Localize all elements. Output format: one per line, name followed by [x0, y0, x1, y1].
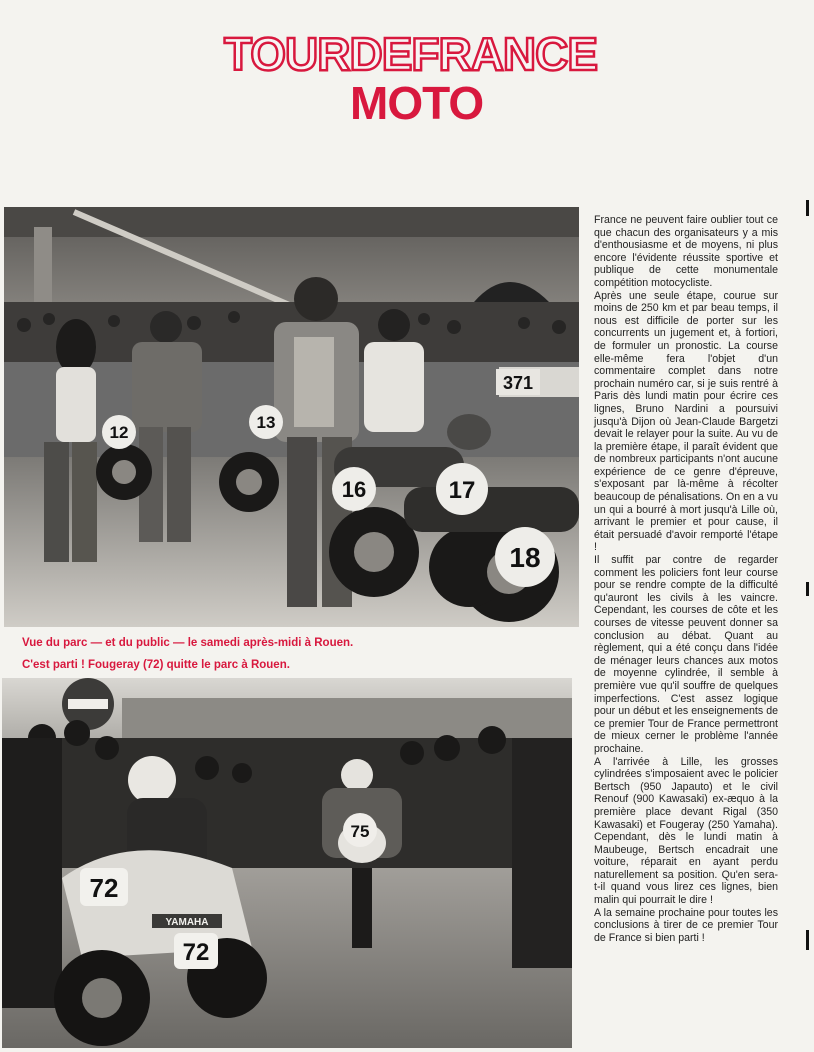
- race-plate-16: [332, 467, 376, 511]
- race-plate-371: [496, 369, 540, 395]
- edge-mark: [806, 582, 809, 596]
- article-paragraph: A la semaine prochaine pour toutes les conclusions à tirer de ce premier Tour de France si bien parti !: [594, 906, 778, 944]
- article-paragraph: Après une seule étape, courue sur moins de 250 km et par beau temps, il nous est difficile de porter sur les concurrents un jugement et, à fortiori, de formuler un pronostic. La course elle-même fera l'objet d'un commentaire complet dans notre prochain numéro car, si je suis rentré à Paris dès lundi matin pour écrire ces lignes, Bruno Nardini a poursuivi jusqu'à Dijon où Jean-Claude Bargetzi devait le relayer pour la suite. Au vu de la première étape, il paraît évident que de nombreux participants n'ont aucune expérience de ce genre d'épreuve, s'exposant par là-même à récolter beaucoup de pénalisations. On en a vu un qui a bourré à mort jusqu'à Lille où, arrivant le premier et pour cause, il était persuadé d'avoir remporté l'étape !: [594, 289, 778, 554]
- edge-mark: [806, 200, 809, 216]
- svg-text:12: 12: [109, 423, 129, 442]
- svg-text:17: 17: [448, 477, 476, 504]
- article-paragraph: Il suffit par contre de regarder comment les policiers font leur course pour se rendre compte de la difficulté qu'auront les civils à les vaincre. Cependant, les courses de côte et les courses de vitesse peuvent donner sa conclusion au débat. Quant au règlement, qui a été conçu dans l'idée de ménager leurs chances aux motos de moyenne cylindrée, il semble à première vue qu'il souffre de quelques imperfections. C'est assez logique pour un début et les enseignements de ce premier Tour de France permettront de mieux cerner le problème l'année prochaine.: [594, 554, 778, 755]
- edge-mark: [806, 930, 809, 950]
- svg-text:16: 16: [341, 477, 367, 502]
- article-text: [594, 214, 778, 944]
- svg-text:13: 13: [256, 413, 276, 432]
- race-plate-13: [249, 405, 283, 439]
- caption-fougeray-start: C'est parti ! Fougeray (72) quitte le parc à Rouen.: [22, 659, 290, 671]
- article-paragraph: A l'arrivée à Lille, les grosses cylindrées s'imposaient avec le policier Bertsch (950 Japauto) et le civil Renouf (900 Kawasaki) ex-æquo à la première place devant Rigal (350 Kawasaki) et Fougeray (250 Yamaha). Cependant, dès le lundi matin à Maubeuge, Bertsch encadrait une voiture, réparait en ayant perdu naturellement sa position. Qu'en sera-t-il quand vous lirez ces lignes, bien malin qui pourrait le dire !: [594, 755, 778, 907]
- article-paragraph: France ne peuvent faire oublier tout ce que chacun des organisateurs y a mis d'enthousiasme et de moyens, ni plus encore l'évidente réussite sportive et publique de cette monumentale compétition motocycliste.: [594, 214, 778, 289]
- svg-text:72: 72: [182, 939, 210, 966]
- photo-fougeray-depart: [2, 678, 572, 1048]
- svg-text:371: 371: [502, 373, 534, 393]
- caption-parc-rouen: Vue du parc — et du public — le samedi après-midi à Rouen.: [22, 637, 354, 649]
- magazine-title: [222, 26, 598, 130]
- yamaha-sticker: [152, 914, 222, 928]
- svg-text:18: 18: [509, 542, 541, 573]
- race-plate-75: [343, 813, 377, 847]
- title-moto: MOTO: [350, 77, 484, 129]
- svg-text:YAMAHA: YAMAHA: [165, 917, 209, 928]
- race-plate-17: [436, 463, 488, 515]
- svg-text:75: 75: [350, 822, 370, 841]
- race-plate-72-front: [80, 868, 128, 906]
- race-plate-18: [495, 527, 555, 587]
- title-tour-de-france: TOURDEFRANCE: [224, 28, 598, 80]
- photo-fougeray-depart-illustration: [2, 678, 572, 1048]
- race-plate-72-side: [174, 933, 218, 969]
- photo-parc-rouen-illustration: [4, 207, 579, 627]
- photo-parc-rouen: [4, 207, 579, 627]
- svg-text:72: 72: [89, 873, 119, 903]
- race-plate-12: [102, 415, 136, 449]
